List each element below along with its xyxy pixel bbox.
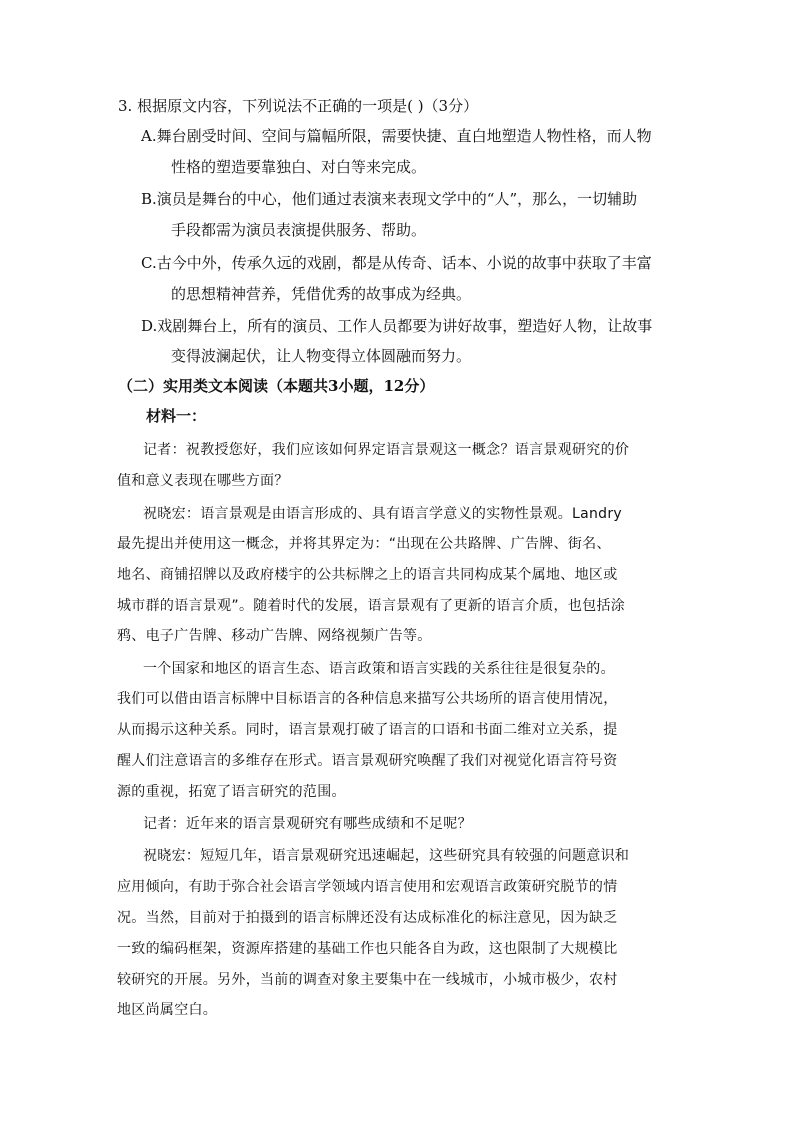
option-c-line-1: C.古今中外，传承久远的戏剧，都是从传奇、话本、小说的故事中获取了丰富	[141, 254, 652, 272]
interview-paragraph-line: 祝晓宏：语言景观是由语言形成的、具有语言学意义的实物性景观。Landry	[143, 506, 622, 522]
interview-paragraph-line: 城市群的语言景观”。随着时代的发展，语言景观有了更新的语言介质，也包括涂	[117, 598, 626, 614]
interview-paragraph-line: 鸦、电子广告牌、移动广告牌、网络视频广告等。	[117, 628, 432, 644]
interview-paragraph-line: 较研究的开展。另外，当前的调查对象主要集中在一线城市，小城市极少，农村	[117, 972, 618, 988]
section-heading: （二）实用类文本阅读（本题共3小题，12分）	[118, 377, 435, 395]
interview-paragraph-line: 值和意义表现在哪些方面？	[117, 473, 289, 489]
interview-paragraph-line: 应用倾向，有助于弥合社会语言学领域内语言使用和宏观语言政策研究脱节的情	[117, 879, 618, 895]
interview-paragraph-line: 一致的编码框架，资源库搭建的基础工作也只能各自为政，这也限制了大规模比	[117, 941, 618, 957]
option-a-line-1: A.舞台剧受时间、空间与篇幅所限，需要快捷、直白地塑造人物性格，而人物	[141, 127, 652, 145]
interview-paragraph-line: 祝晓宏：短短几年，语言景观研究迅速崛起，这些研究具有较强的问题意识和	[143, 848, 630, 864]
question-stem: 3. 根据原文内容，下列说法不正确的一项是( )（3分）	[118, 97, 479, 115]
option-b-line-1: B.演员是舞台的中心，他们通过表演来表现文学中的“人”，那么，一切辅助	[141, 190, 638, 208]
interview-paragraph-line: 记者：祝教授您好，我们应该如何界定语言景观这一概念？语言景观研究的价	[143, 442, 630, 458]
interview-paragraph-line: 源的重视，拓宽了语言研究的范围。	[117, 784, 346, 800]
interview-paragraph-line: 地区尚属空白。	[117, 1002, 218, 1018]
option-b-line-2: 手段都需为演员表演提供服务、帮助。	[171, 221, 427, 239]
interview-paragraph-line: 从而揭示这种关系。同时，语言景观打破了语言的口语和书面二维对立关系，提	[117, 722, 618, 738]
option-a-line-2: 性格的塑造要靠独白、对白等来完成。	[171, 158, 427, 176]
interview-paragraph-line: 我们可以借由语言标牌中目标语言的各种信息来描写公共场所的语言使用情况，	[117, 691, 618, 707]
interview-paragraph-line: 记者：近年来的语言景观研究有哪些成绩和不足呢？	[143, 816, 472, 832]
interview-paragraph-line: 地名、商铺招牌以及政府楼宇的公共标牌之上的语言共同构成某个属地、地区或	[117, 567, 618, 583]
interview-paragraph-line: 醒人们注意语言的多维存在形式。语言景观研究唤醒了我们对视觉化语言符号资	[117, 753, 618, 769]
option-c-line-2: 的思想精神营养，凭借优秀的故事成为经典。	[171, 285, 472, 303]
interview-paragraph-line: 最先提出并使用这一概念，并将其界定为：“出现在公共路牌、广告牌、街名、	[117, 536, 611, 552]
interview-paragraph-line: 一个国家和地区的语言生态、语言政策和语言实践的关系往往是很复杂的。	[143, 661, 615, 677]
interview-paragraph-line: 况。当然，目前对于拍摄到的语言标牌还没有达成标准化的标注意见，因为缺乏	[117, 910, 618, 926]
material-label: 材料一：	[146, 407, 207, 425]
option-d-line-1: D.戏剧舞台上，所有的演员、工作人员都要为讲好故事，塑造好人物，让故事	[141, 317, 653, 335]
option-d-line-2: 变得波澜起伏，让人物变得立体圆融而努力。	[171, 347, 472, 365]
